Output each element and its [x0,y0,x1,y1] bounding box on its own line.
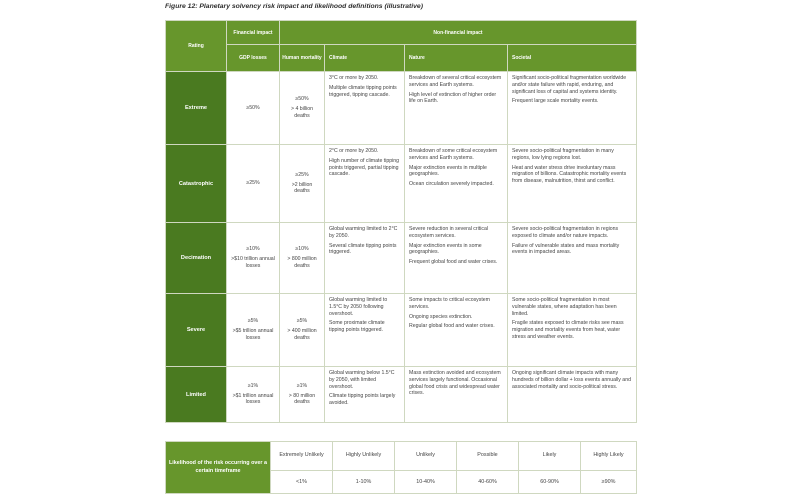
climate-text: 2°C or more by 2050. [329,148,379,154]
likelihood-range: 10-40% [395,471,457,494]
societal-cell [508,145,637,223]
likelihood-level: Possible [457,442,519,471]
climate-text: Global warming below 1.5°C by 2050, with limited overshoot. [329,370,395,390]
gdp-losses-cell [227,223,280,294]
nature-cell [405,223,508,294]
human-mortality-text: > 4 billion deaths [290,106,314,119]
rating-label: Catastrophic [166,145,227,223]
gdp-losses-cell [227,294,280,367]
human-mortality-text: ≥10% [295,246,309,253]
nature-cell [405,72,508,145]
header-financial-impact: Financial impact [227,21,280,45]
human-mortality-text: ≥5% [296,318,308,325]
gdp-losses-text: ≥5% [247,318,259,325]
rating-row [166,72,637,145]
header-nature: Nature [405,45,508,72]
rating-label: Severe [166,294,227,367]
rating-row [166,223,637,294]
header-rating: Rating [166,21,227,72]
rating-row [166,145,637,223]
rating-label: Decimation [166,223,227,294]
climate-text: Some proximate climate tipping points triggered. [329,320,385,333]
likelihood-range: ≥90% [581,471,637,494]
rating-row [166,294,637,367]
nature-text: Breakdown of some critical ecosystem services and Earth systems. [409,148,498,161]
gdp-losses-text: ≥25% [246,180,260,187]
nature-text: Regular global food and water crises. [409,323,495,330]
societal-text: Frequent large scale mortality events. [512,98,599,105]
nature-text: Ongoing species extinction. [409,313,473,320]
human-mortality-cell [280,72,325,145]
climate-text: Multiple climate tipping points triggered, tipping cascade. [329,84,397,98]
nature-text: High level of extinction of higher order life on Earth. [409,91,497,105]
nature-text: Frequent global food and water crises. [409,259,498,265]
climate-cell [325,223,405,294]
human-mortality-text: > 800 million deaths [287,256,317,269]
nature-text: Severe reduction in several critical ecosystem services. [409,226,489,239]
societal-cell [508,294,637,367]
human-mortality-cell [280,145,325,223]
societal-cell [508,367,637,423]
likelihood-level: Likely [519,442,581,471]
human-mortality-text: ≥50% [295,96,309,103]
gdp-losses-text: >$10 trillion annual losses [231,256,275,269]
nature-text: Ocean circulation severely impacted. [409,181,494,187]
nature-text: Some impacts to critical ecosystem services. [409,297,491,310]
likelihood-level: Highly Likely [581,442,637,471]
header-gdp-losses: GDP losses [227,45,280,72]
gdp-losses-text: ≥10% [246,246,260,253]
climate-cell [325,72,405,145]
gdp-losses-cell [227,72,280,145]
gdp-losses-text: ≥1% [247,382,259,389]
header-non-financial-impact: Non-financial impact [280,21,637,45]
nature-text: Major extinction events in multiple geographies. [409,164,487,178]
rating-label: Limited [166,367,227,423]
nature-text: Mass extinction avoided and ecosystem services largely functional. Occasional global food crisis and widespread water crises. [409,370,501,397]
impact-definitions-table [165,20,637,423]
nature-cell [405,294,508,367]
likelihood-label: Likelihood of the risk occurring over a certain timeframe [166,442,271,494]
gdp-losses-cell [227,145,280,223]
nature-text: Major extinction events in some geographies. [409,242,482,256]
likelihood-range: 1-10% [333,471,395,494]
likelihood-range: <1% [271,471,333,494]
nature-cell [405,367,508,423]
human-mortality-text: > 80 million deaths [288,392,316,406]
rating-label: Extreme [166,72,227,145]
header-climate: Climate [325,45,405,72]
human-mortality-cell [280,294,325,367]
climate-text: Climate tipping points largely avoided. [329,393,396,406]
human-mortality-text: ≥1% [296,382,308,389]
societal-text: Heat and water stress drive involuntary mass migration of billions. Catastrophic mortality events from disease, malnutrition, thirst and conflict. [512,164,627,184]
gdp-losses-text: ≥50% [246,104,260,111]
societal-text: Severe socio-political fragmentation in regions exposed to climate and/or nature impacts. [512,226,619,239]
climate-text: 3°C or more by 2050. [329,75,379,81]
climate-text: Global warming limited to 2°C by 2050. [329,226,398,239]
societal-text: Ongoing significant climate impacts with many hundreds of billion dollar + loss events annually and associated mortality and socio-political stress. [512,370,631,390]
likelihood-range: 40-60% [457,471,519,494]
gdp-losses-text: >$5 trillion annual losses [232,328,274,341]
rating-row [166,367,637,423]
societal-text: Some socio-political fragmentation in most vulnerable states, where adaptation has been limited. [512,297,617,317]
societal-cell [508,223,637,294]
likelihood-level: Highly Unlikely [333,442,395,471]
nature-text: Breakdown of several critical ecosystem services and Earth systems. [409,75,502,88]
climate-text: High number of climate tipping points triggered, partial tipping cascade. [329,157,400,178]
likelihood-range: 60-90% [519,471,581,494]
societal-text: Fragile states exposed to climate risks see mass migration and mortality events from heat, water stress and weather events. [512,320,624,340]
likelihood-level: Unlikely [395,442,457,471]
human-mortality-text: >2 billion deaths [291,181,313,195]
societal-cell [508,72,637,145]
nature-cell [405,145,508,223]
societal-text: Severe socio-political fragmentation in many regions, low lying regions lost. [512,148,614,161]
climate-cell [325,145,405,223]
likelihood-level: Extremely Unlikely [271,442,333,471]
figure-caption: Figure 12: Planetary solvency risk impact and likelihood definitions (illustrative) [165,3,423,10]
climate-cell [325,367,405,423]
societal-text: Significant socio-political fragmentation worldwide and/or state failure with rapid, enduring, and significant loss of capital and systems identity. [512,75,627,95]
human-mortality-text: ≥25% [295,171,309,178]
societal-text: Failure of vulnerable states and mass mortality events in impacted areas. [512,242,620,256]
climate-text: Global warming limited to 1.5°C by 2050 following overshoot. [329,297,388,317]
likelihood-table [165,441,637,494]
header-human-mortality: Human mortality [280,45,325,72]
climate-cell [325,294,405,367]
human-mortality-cell [280,223,325,294]
gdp-losses-text: >$1 trillion annual losses [232,392,274,406]
human-mortality-cell [280,367,325,423]
gdp-losses-cell [227,367,280,423]
header-societal: Societal [508,45,637,72]
human-mortality-text: > 400 million deaths [287,328,317,341]
climate-text: Several climate tipping points triggered. [329,242,397,256]
